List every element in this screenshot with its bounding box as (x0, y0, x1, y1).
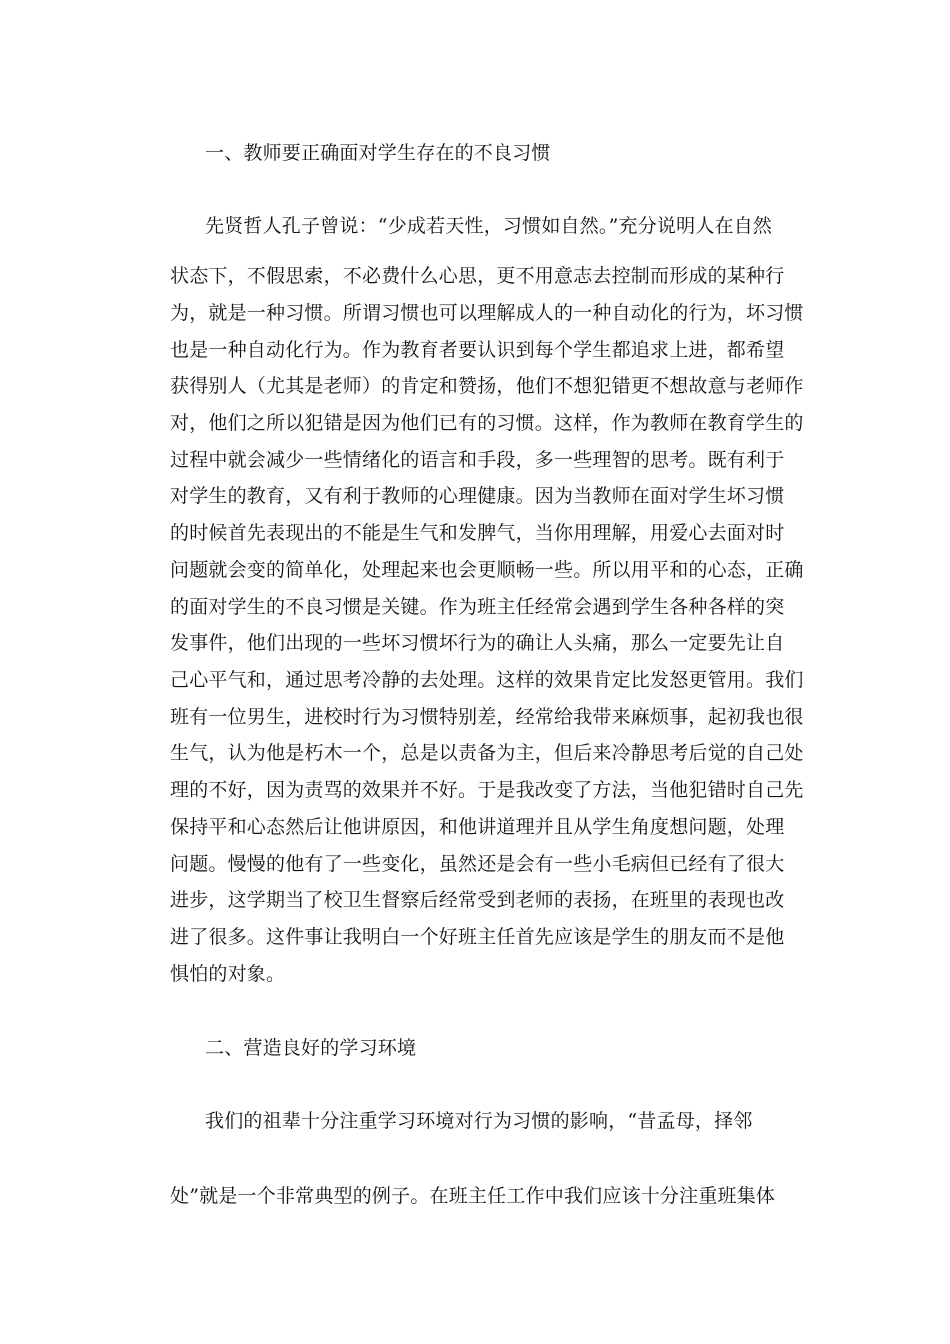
section-2-heading: 二、营造良好的学习环境 (205, 1037, 417, 1059)
paragraph-1-line-15: 生气，认为他是朽木一个，总是以责备为主，但后来冷静思考后觉的自己处 (170, 742, 804, 764)
paragraph-1-line-18: 问题。慢慢的他有了一些变化，虽然还是会有一些小毛病但已经有了很大 (170, 853, 785, 875)
paragraph-1-line-19: 进步，这学期当了校卫生督察后经常受到老师的表扬，在班里的表现也改 (170, 889, 785, 911)
paragraph-1-line-4: 也是一种自动化行为。作为教育者要认识到每个学生都追求上进，都希望 (170, 339, 785, 361)
paragraph-1-line-8: 对学生的教育，又有利于教师的心理健康。因为当教师在面对学生坏习惯 (170, 485, 785, 507)
paragraph-1-line-14: 班有一位男生，进校时行为习惯特别差，经常给我带来麻烦事，起初我也很 (170, 706, 804, 728)
paragraph-1-line-12: 发事件，他们出现的一些坏习惯坏行为的确让人头痛，那么一定要先让自 (170, 632, 785, 654)
paragraph-1-line-9: 的时候首先表现出的不能是生气和发脾气，当你用理解，用爱心去面对时 (170, 522, 785, 544)
paragraph-1-line-5: 获得别人（尤其是老师）的肯定和赞扬，他们不想犯错更不想故意与老师作 (170, 375, 804, 397)
paragraph-1-line-21: 惧怕的对象。 (170, 963, 286, 985)
section-1-heading: 一、教师要正确面对学生存在的不良习惯 (205, 142, 551, 164)
paragraph-2-line-1: 我们的祖辈十分注重学习环境对行为习惯的影响，“昔孟母，择邻 (205, 1110, 753, 1132)
paragraph-1-line-17: 保持平和心态然后让他讲原因，和他讲道理并且从学生角度想问题，处理 (170, 816, 785, 838)
paragraph-1-line-20: 进了很多。这件事让我明白一个好班主任首先应该是学生的朋友而不是他 (170, 926, 785, 948)
paragraph-1-line-10: 问题就会变的简单化，处理起来也会更顺畅一些。所以用平和的心态，正确 (170, 559, 804, 581)
paragraph-1-line-7: 过程中就会减少一些情绪化的语言和手段，多一些理智的思考。既有利于 (170, 449, 785, 471)
paragraph-1-line-6: 对，他们之所以犯错是因为他们已有的习惯。这样，作为教师在教育学生的 (170, 412, 804, 434)
paragraph-1-line-16: 理的不好，因为责骂的效果并不好。于是我改变了方法，当他犯错时自己先 (170, 779, 804, 801)
paragraph-1-line-1: 先贤哲人孔子曾说：“少成若天性，习惯如自然。”充分说明人在自然 (205, 215, 773, 237)
paragraph-1-line-2: 状态下，不假思索，不必费什么心思，更不用意志去控制而形成的某种行 (170, 265, 785, 287)
paragraph-2-line-2: 处”就是一个非常典型的例子。在班主任工作中我们应该十分注重班集体 (170, 1185, 776, 1207)
paragraph-1-line-3: 为，就是一种习惯。所谓习惯也可以理解成人的一种自动化的行为，坏习惯 (170, 302, 804, 324)
paragraph-1-line-11: 的面对学生的不良习惯是关键。作为班主任经常会遇到学生各种各样的突 (170, 596, 785, 618)
paragraph-1-line-13: 己心平气和，通过思考冷静的去处理。这样的效果肯定比发怒更管用。我们 (170, 669, 804, 691)
